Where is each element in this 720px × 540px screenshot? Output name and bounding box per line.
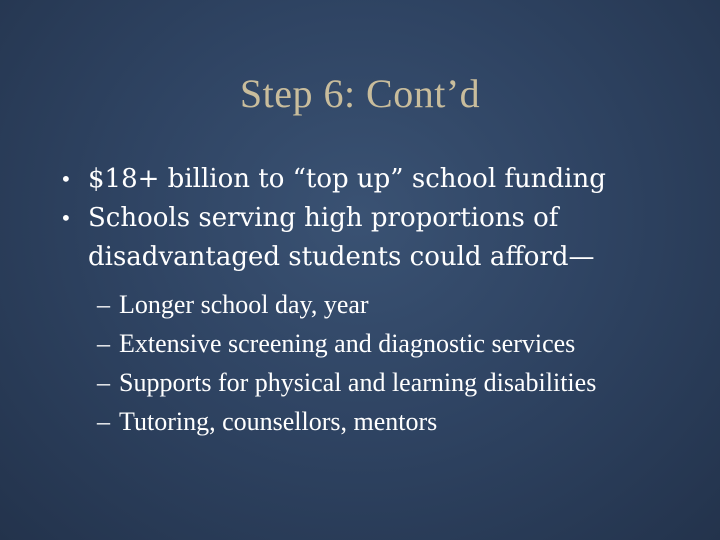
sub-bullet-list — [0, 287, 700, 439]
sub-bullet-text: Extensive screening and diagnostic services — [119, 329, 576, 358]
sub-bullet-item — [0, 404, 700, 439]
slide-title: Step 6: Cont’d — [239, 71, 481, 116]
sub-bullet-text: Supports for physical and learning disabilities — [119, 368, 597, 397]
sub-bullet-marker: – — [97, 407, 110, 436]
sub-bullet-text: Tutoring, counsellors, mentors — [119, 407, 438, 436]
bullet-marker: • — [60, 206, 72, 230]
bullet-text: Schools serving high proportions of disadvantaged students could afford— — [88, 203, 595, 272]
sub-bullet-marker: – — [97, 368, 110, 397]
bullet-marker: • — [60, 167, 72, 191]
bullet-item — [0, 160, 700, 199]
sub-bullet-item — [0, 326, 700, 361]
sub-bullet-marker: – — [97, 329, 110, 358]
sub-bullet-marker: – — [97, 290, 110, 319]
bullet-list — [0, 160, 700, 443]
sub-bullet-item — [0, 287, 700, 322]
sub-bullet-text: Longer school day, year — [119, 290, 369, 319]
bullet-text: $18+ billion to “top up” school funding — [88, 164, 606, 194]
sub-bullet-item — [0, 365, 700, 400]
bullet-item — [0, 199, 700, 277]
